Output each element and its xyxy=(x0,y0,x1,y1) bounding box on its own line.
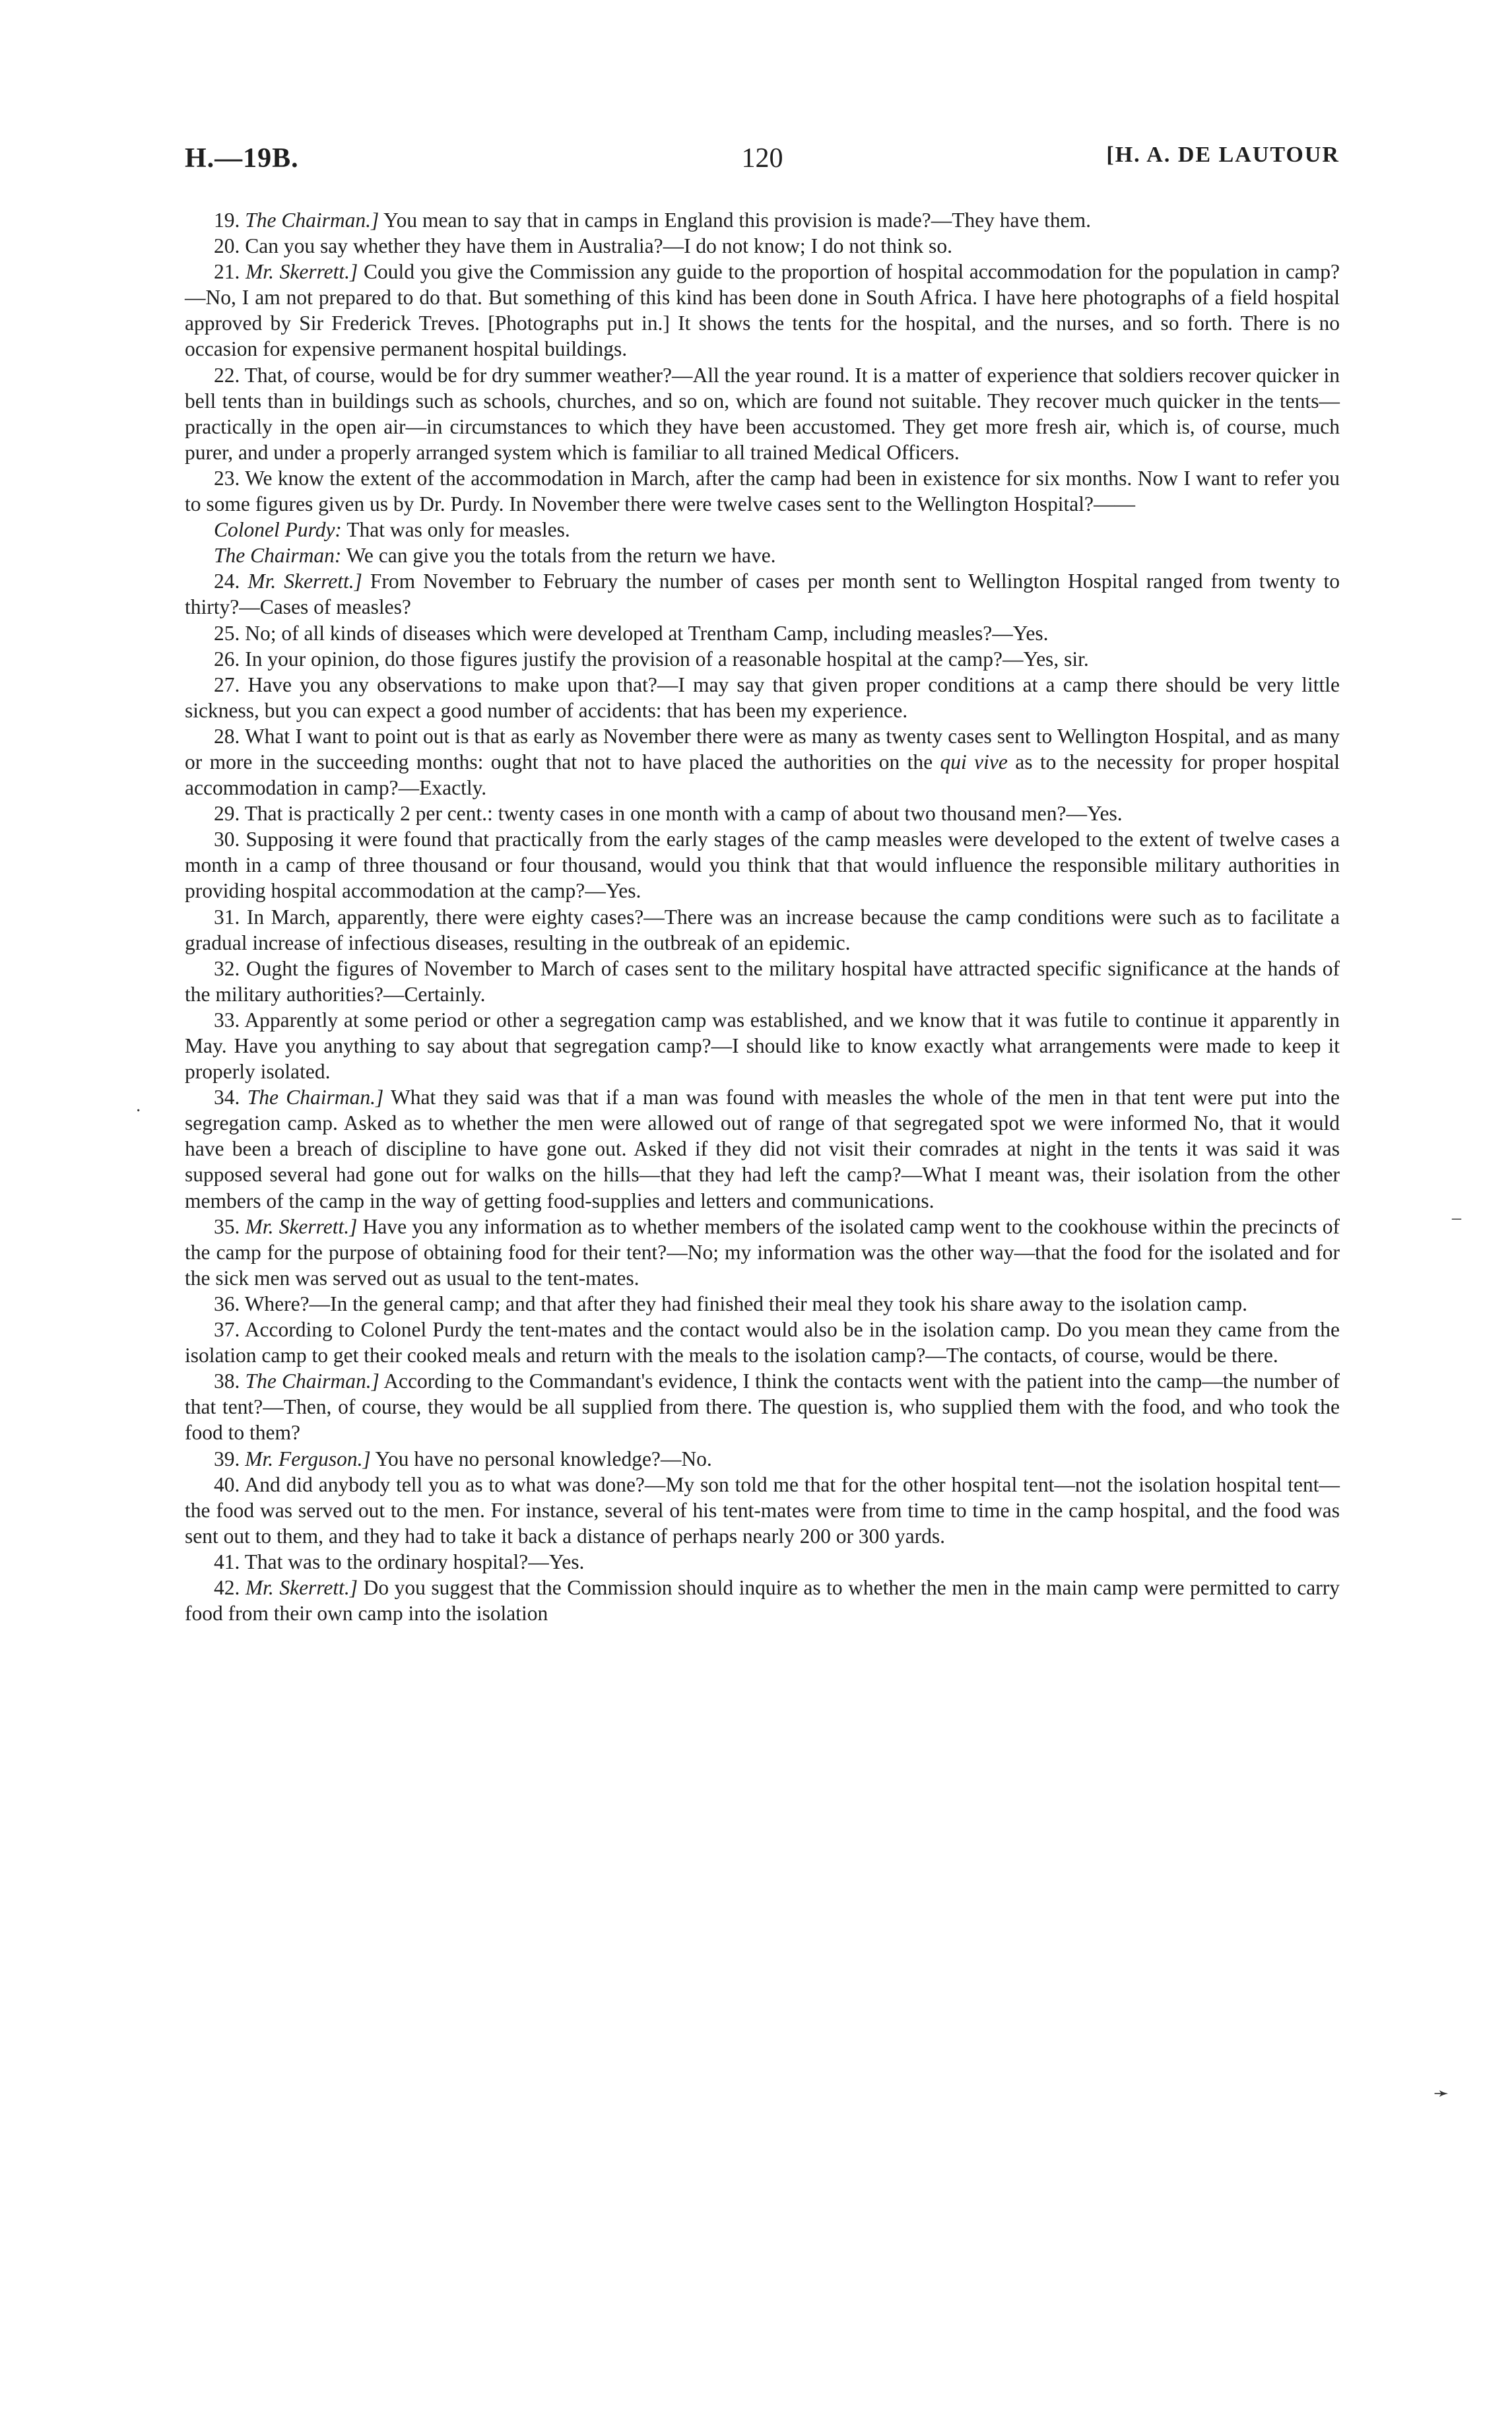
question-number: 31. xyxy=(214,905,240,929)
transcript-paragraph xyxy=(185,1368,1340,1445)
paragraph-text: That was only for measles. xyxy=(346,518,570,542)
paragraph-text: That is practically 2 per cent.: twenty cases in one month with a camp of about two thousand men?—Yes. xyxy=(244,802,1123,826)
question-number: 32. xyxy=(214,956,240,980)
paragraph-text: From November to February the number of cases per month sent to Wellington Hospital ranged from twenty to thirty?—Cases of measles? xyxy=(185,570,1340,619)
transcript-paragraph xyxy=(185,233,1340,259)
question-number: 36. xyxy=(214,1292,240,1315)
transcript-paragraph xyxy=(185,904,1340,956)
question-number: 29. xyxy=(214,802,240,826)
transcript-paragraph xyxy=(185,259,1340,362)
paragraph-text: Have you any observations to make upon that?—I may say that given proper conditions at a camp there should be very little sickness, but you can expect a good number of accidents: that has been my experience. xyxy=(185,673,1340,722)
question-number: 40. xyxy=(214,1472,240,1496)
paragraph-text: Could you give the Commission any guide to the proportion of hospital accommodation for the population in camp?—No, I am not prepared to do that. But something of this kind has been done in South Africa. I have here photographs of a field hospital approved by Sir Frederick Treves. [Photographs put in.] It shows the tents for the hospital, and the nurses, and so forth. There is no occasion for expensive permanent hospital buildings. xyxy=(185,260,1340,361)
page-header xyxy=(185,143,1340,182)
paragraph-text: According to Colonel Purdy the tent-mates and the contact would also be in the isolation camp. Do you mean they came from the isolation camp to get their cooked meals and return with the meals to the isolation camp?—The contacts, of course, would be there. xyxy=(185,1318,1340,1367)
speaker-name: Mr. Skerrett.] xyxy=(247,570,362,593)
transcript-paragraph xyxy=(185,672,1340,723)
transcript-paragraph xyxy=(185,542,1340,568)
paragraph-text: According to the Commandant's evidence, I think the contacts went with the patient into the camp—the number of that tent?—Then, of course, they would be all supplied from there. The question is, who supplied them with the food, and who took the food to them? xyxy=(185,1369,1340,1445)
transcript-paragraph xyxy=(185,723,1340,801)
question-number: 39. xyxy=(214,1447,240,1470)
paragraph-text: And did anybody tell you as to what was done?—My son told me that for the other hospital tent—not the isolation hospital tent—the food was served out to the men. For instance, several of his tent-mates were from time to time in the camp hospital, and the food was sent out to them, and they had to take it back a distance of perhaps nearly 200 or 300 yards. xyxy=(185,1472,1340,1548)
margin-arrow-mark: ➛ xyxy=(1433,2084,1449,2104)
transcript-paragraph xyxy=(185,801,1340,826)
paragraph-text: We can give you the totals from the return we have. xyxy=(346,544,776,568)
paragraph-text: Do you suggest that the Commission should inquire as to whether the men in the main camp were permitted to carry food from their own camp into the isolation xyxy=(185,1575,1340,1626)
paragraph-text: In your opinion, do those figures justify the provision of a reasonable hospital at the camp?—Yes, sir. xyxy=(245,647,1089,671)
paragraph-text: Have you any information as to whether members of the isolated camp went to the cookhouse within the precincts of the camp for the purpose of obtaining food for their tent?—No; my information was the other way—that the food for the isolated and for the sick men was served out as usual to the tent-mates. xyxy=(185,1214,1340,1290)
paragraph-text: We know the extent of the accommodation in March, after the camp had been in existence for six months. Now I want to refer you to some figures given us by Dr. Purdy. In November there were twelve cases sent to the Wellington Hospital?—— xyxy=(185,466,1340,516)
paragraph-text: No; of all kinds of diseases which were developed at Trentham Camp, including measles?—Yes. xyxy=(245,621,1049,645)
transcript-paragraph xyxy=(185,1317,1340,1368)
paragraph-text: Apparently at some period or other a segregation camp was established, and we know that it was futile to continue it apparently in May. Have you anything to say about that segregation camp?—I should like to know exactly what arrangements were made to keep it properly isolated. xyxy=(185,1008,1340,1084)
transcript-paragraph xyxy=(185,620,1340,646)
paragraph-text: That, of course, would be for dry summer weather?—All the year round. It is a matter of experience that soldiers recover quicker in bell tents than in buildings such as schools, churches, and so on, which are found not suitable. They recover much quicker in the tents—practically in the open air—in circumstances to which they have been accustomed. They get more fresh air, which is, of course, much purer, and under a properly arranged system which is familiar to all trained Medical Officers. xyxy=(185,363,1340,464)
question-number: 35. xyxy=(214,1214,240,1238)
document-reference: H.—19B. xyxy=(185,143,299,174)
question-number: 26. xyxy=(214,647,240,671)
transcript-paragraph xyxy=(185,1446,1340,1472)
paragraph-text: You have no personal knowledge?—No. xyxy=(375,1447,712,1470)
transcript-paragraph xyxy=(185,517,1340,542)
question-number: 20. xyxy=(214,234,240,258)
paragraph-text: Ought the figures of November to March of cases sent to the military hospital have attracted specific significance at the hands of the military authorities?—Certainly. xyxy=(185,956,1340,1006)
transcript-body xyxy=(185,207,1340,1626)
speaker-name: Mr. Skerrett.] xyxy=(245,1575,358,1599)
question-number: 28. xyxy=(214,724,240,748)
paragraph-text: You mean to say that in camps in England this provision is made?—They have them. xyxy=(383,209,1091,232)
paragraph-text: Where?—In the general camp; and that after they had finished their meal they took his share away to the isolation camp. xyxy=(244,1292,1248,1315)
transcript-paragraph xyxy=(185,826,1340,904)
paragraph-text: That was to the ordinary hospital?—Yes. xyxy=(244,1550,585,1573)
question-number: 23. xyxy=(214,466,240,490)
paragraph-text: Can you say whether they have them in Australia?—I do not know; I do not think so. xyxy=(245,234,952,258)
question-number: 22. xyxy=(214,363,240,387)
speaker-name: Mr. Skerrett.] xyxy=(246,260,358,284)
transcript-paragraph xyxy=(185,568,1340,620)
transcript-paragraph xyxy=(185,1549,1340,1575)
speaker-name: The Chairman.] xyxy=(247,1086,384,1109)
margin-dash-mark: – xyxy=(1452,1208,1461,1228)
question-number: 21. xyxy=(214,260,240,284)
question-number: 37. xyxy=(214,1318,240,1342)
transcript-paragraph xyxy=(185,956,1340,1007)
witness-name: [H. A. DE LAUTOUR xyxy=(1106,143,1340,167)
question-number: 30. xyxy=(214,828,240,851)
question-number: 38. xyxy=(214,1369,240,1393)
speaker-name: Mr. Skerrett.] xyxy=(245,1214,358,1238)
transcript-paragraph xyxy=(185,646,1340,672)
transcript-paragraph xyxy=(185,1084,1340,1213)
question-number: 24. xyxy=(214,570,240,593)
margin-tick-mark: · xyxy=(135,1101,142,1121)
italic-phrase: qui vive xyxy=(940,750,1008,773)
page-number: 120 xyxy=(741,143,783,174)
transcript-paragraph xyxy=(185,207,1340,233)
transcript-paragraph xyxy=(185,1575,1340,1626)
transcript-paragraph xyxy=(185,1007,1340,1084)
transcript-paragraph xyxy=(185,1291,1340,1317)
paragraph-text: Supposing it were found that practically from the early stages of the camp measles were developed to the extent of twelve cases a month in a camp of three thousand or four thousand, would you think that that would influence the responsible military authorities in providing hospital accommodation at the camp?—Yes. xyxy=(185,828,1340,903)
question-number: 25. xyxy=(214,621,240,645)
question-number: 33. xyxy=(214,1008,240,1032)
question-number: 27. xyxy=(214,673,240,696)
paragraph-text: What I want to point out is that as early as November there were as many as twenty cases sent to Wellington Hospital, and as many or more in the succeeding months: ought that not to have placed the authorities on the qui vive as to the necessity for proper hospital accommodation in camp?—Exactly. xyxy=(185,724,1340,800)
paragraph-text: In March, apparently, there were eighty cases?—There was an increase because the camp conditions were such as to facilitate a gradual increase of infectious diseases, resulting in the outbreak of an epidemic. xyxy=(185,905,1340,954)
speaker-name: Colonel Purdy: xyxy=(214,518,342,542)
transcript-paragraph xyxy=(185,465,1340,517)
speaker-name: The Chairman.] xyxy=(245,209,379,232)
question-number: 41. xyxy=(214,1550,240,1573)
transcript-paragraph xyxy=(185,1472,1340,1549)
speaker-name: The Chairman.] xyxy=(245,1369,379,1393)
transcript-paragraph xyxy=(185,362,1340,465)
paragraph-text: What they said was that if a man was found with measles the whole of the men in that tent were put into the segregation camp. Asked as to whether the men were allowed out of range of that segregated spot we were informed No, that it would have been a breach of discipline to have gone out. Asked if they did not visit their comrades at night in the tents it was said it was supposed several had gone out for walks on the hills—that they had left the camp?—What I meant was, their isolation from the other members of the camp in the way of getting food-supplies and letters and communications. xyxy=(185,1086,1340,1212)
question-number: 34. xyxy=(214,1086,240,1109)
transcript-paragraph xyxy=(185,1214,1340,1291)
question-number: 19. xyxy=(214,209,240,232)
question-number: 42. xyxy=(214,1575,240,1599)
speaker-name: Mr. Ferguson.] xyxy=(245,1447,371,1470)
speaker-name: The Chairman: xyxy=(214,544,342,568)
